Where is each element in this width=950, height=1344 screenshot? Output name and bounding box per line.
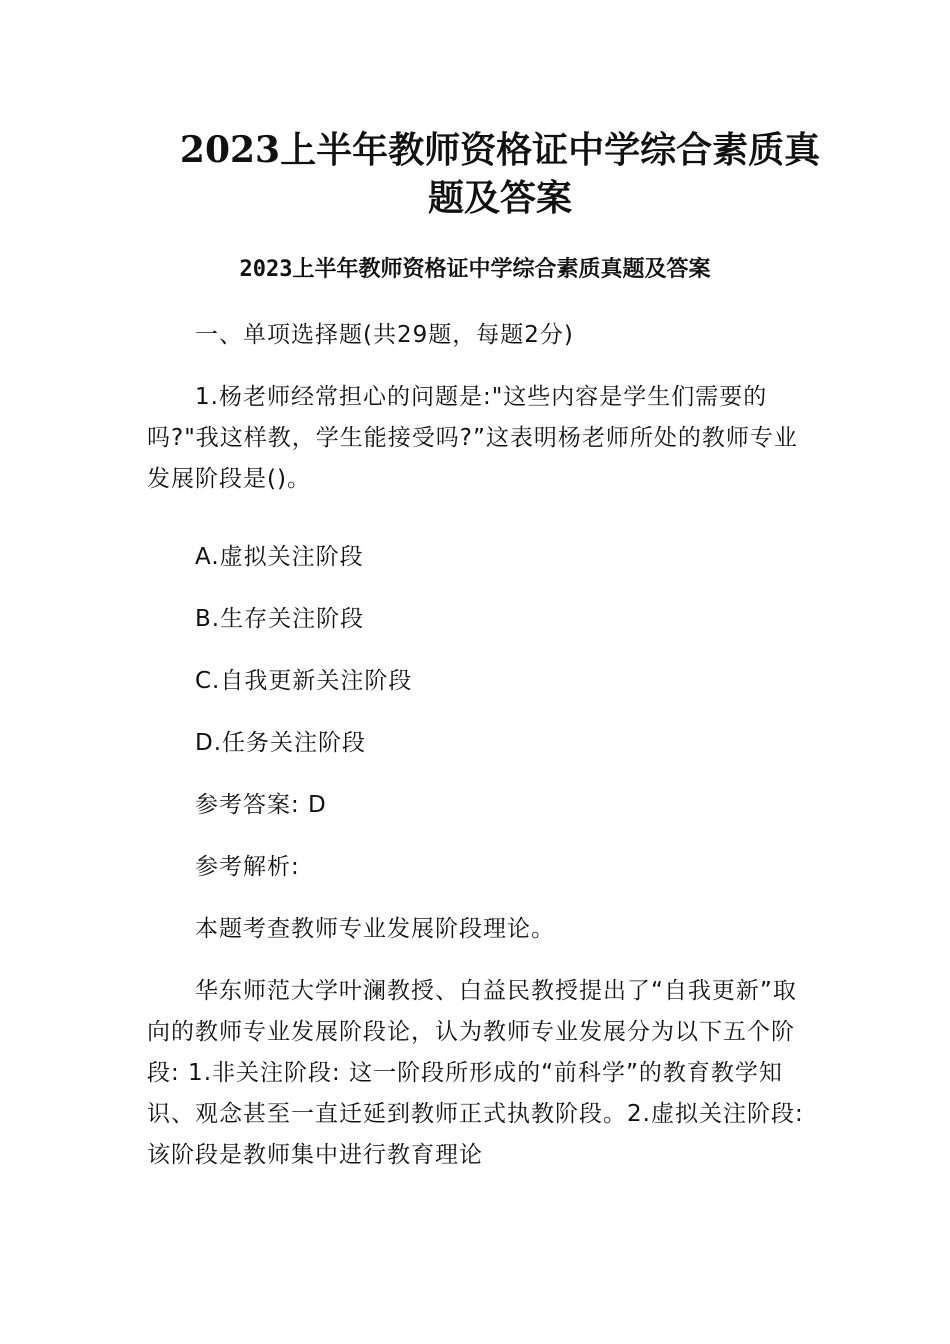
- document-title: [150, 126, 850, 222]
- document-title-line2: 题及答案: [427, 177, 572, 219]
- reference-answer: 参考答案: D: [195, 792, 327, 818]
- option-b: B.生存关注阶段: [195, 606, 365, 632]
- section-heading: 一、单项选择题(共29题，每题2分): [195, 322, 574, 348]
- option-a: A.虚拟关注阶段: [195, 544, 364, 570]
- explanation-body: 华东师范大学叶澜教授、白益民教授提出了“自我更新”取向的教师专业发展阶段论，认为教师专业发展分为以下五个阶段: 1.非关注阶段: 这一阶段所形成的“前科学”的教育教学知识、观念甚至一直迁延到教师正式执教阶段。2.虚拟关注阶段: 该阶段是教师集中进行教育理论: [147, 978, 804, 1168]
- document-subtitle: 2023上半年教师资格证中学综合素质真题及答案: [239, 257, 711, 282]
- option-c: C.自我更新关注阶段: [195, 668, 413, 694]
- explanation-label: 参考解析:: [195, 854, 300, 880]
- option-d: D.任务关注阶段: [195, 730, 367, 756]
- document-title-line1: 2023上半年教师资格证中学综合素质真: [179, 129, 821, 171]
- explanation-topic: 本题考查教师专业发展阶段理论。: [195, 916, 555, 942]
- question-1: 1.杨老师经常担心的问题是:"这些内容是学生们需要的吗?"我这样教，学生能接受吗?”这表明杨老师所处的教师专业发展阶段是()。: [147, 384, 798, 492]
